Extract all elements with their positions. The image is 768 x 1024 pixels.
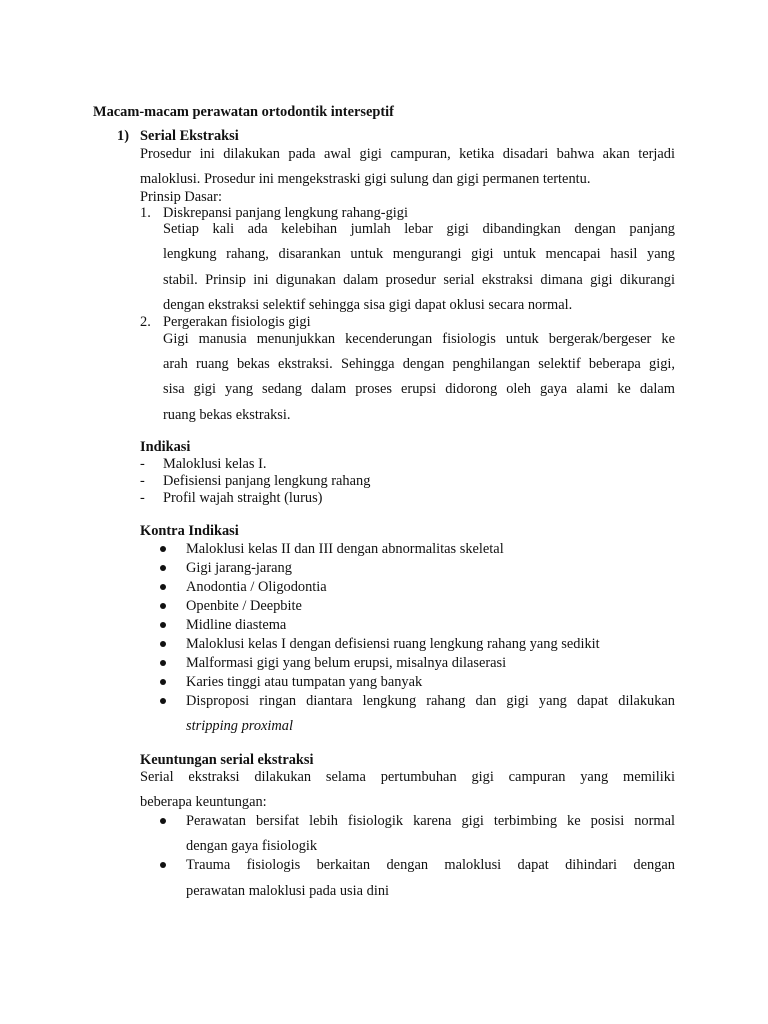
principle-text: ruang bekas ekstraksi. xyxy=(163,407,291,423)
keuntungan-intro: Serial ekstraksi dilakukan selama pertumbuhan gigi campuran yang memiliki xyxy=(140,769,675,785)
bullet-icon xyxy=(160,584,166,590)
indikasi-item: Maloklusi kelas I. xyxy=(163,456,267,472)
bullet-icon xyxy=(160,603,166,609)
principle-text: stabil. Prinsip ini digunakan dalam prosedur serial ekstraksi dimana gigi dikurangi xyxy=(163,272,675,288)
bullet-icon xyxy=(160,818,166,824)
keuntungan-item: Perawatan bersifat lebih fisiologik karena gigi terbimbing ke posisi normal xyxy=(186,813,675,829)
indikasi-item: Defisiensi panjang lengkung rahang xyxy=(163,473,371,489)
principle-text: Gigi manusia menunjukkan kecenderungan fisiologis untuk bergerak/bergeser ke xyxy=(163,331,675,347)
kontra-item: Karies tinggi atau tumpatan yang banyak xyxy=(186,674,423,690)
kontra-heading: Kontra Indikasi xyxy=(140,523,239,539)
kontra-item: Openbite / Deepbite xyxy=(186,598,302,614)
principle-number: 2. xyxy=(140,314,151,330)
kontra-item: Midline diastema xyxy=(186,617,287,633)
page-title: Macam-macam perawatan ortodontik interseptif xyxy=(93,104,394,120)
indikasi-heading: Indikasi xyxy=(140,439,191,455)
section-heading: Serial Ekstraksi xyxy=(140,128,239,144)
keuntungan-intro: beberapa keuntungan: xyxy=(140,794,267,810)
dash-marker: - xyxy=(140,490,145,506)
principle-number: 1. xyxy=(140,205,151,221)
principle-text: Setiap kali ada kelebihan jumlah lebar gigi dibandingkan dengan panjang xyxy=(163,221,675,237)
principle-text: sisa gigi yang sedang dalam proses erupsi didorong oleh gaya alami ke dalam xyxy=(163,381,675,397)
bullet-icon xyxy=(160,660,166,666)
bullet-icon xyxy=(160,679,166,685)
bullet-icon xyxy=(160,565,166,571)
principle-text: arah ruang bekas ekstraksi. Sehingga dengan penghilangan selektif beberapa gigi, xyxy=(163,356,675,372)
kontra-item: Disproposi ringan diantara lengkung rahang dan gigi yang dapat dilakukan xyxy=(186,693,675,709)
bullet-icon xyxy=(160,641,166,647)
dash-marker: - xyxy=(140,473,145,489)
intro-line: Prosedur ini dilakukan pada awal gigi campuran, ketika disadari bahwa akan terjadi xyxy=(140,146,675,162)
principle-title: Pergerakan fisiologis gigi xyxy=(163,314,311,330)
principle-text: lengkung rahang, disarankan untuk mengurangi gigi untuk mencapai hasil yang xyxy=(163,246,675,262)
principles-label: Prinsip Dasar: xyxy=(140,189,222,205)
bullet-icon xyxy=(160,862,166,868)
bullet-icon xyxy=(160,546,166,552)
kontra-item: Gigi jarang-jarang xyxy=(186,560,292,576)
bullet-icon xyxy=(160,698,166,704)
section-number: 1) xyxy=(117,128,129,144)
intro-line: maloklusi. Prosedur ini mengekstraski gigi sulung dan gigi permanen tertentu. xyxy=(140,171,591,187)
principle-title: Diskrepansi panjang lengkung rahang-gigi xyxy=(163,205,408,221)
kontra-item: Malformasi gigi yang belum erupsi, misalnya dilaserasi xyxy=(186,655,507,671)
dash-marker: - xyxy=(140,456,145,472)
bullet-icon xyxy=(160,622,166,628)
kontra-item: Maloklusi kelas II dan III dengan abnormalitas skeletal xyxy=(186,541,504,557)
keuntungan-item: Trauma fisiologis berkaitan dengan maloklusi dapat dihindari dengan xyxy=(186,857,675,873)
keuntungan-heading: Keuntungan serial ekstraksi xyxy=(140,752,314,768)
kontra-item-italic: stripping proximal xyxy=(186,718,294,734)
kontra-item: Maloklusi kelas I dengan defisiensi ruang lengkung rahang yang sedikit xyxy=(186,636,600,652)
principle-text: dengan ekstraksi selektif sehingga sisa gigi dapat oklusi secara normal. xyxy=(163,297,573,313)
keuntungan-item: perawatan maloklusi pada usia dini xyxy=(186,883,390,899)
keuntungan-item: dengan gaya fisiologik xyxy=(186,838,318,854)
kontra-item: Anodontia / Oligodontia xyxy=(186,579,327,595)
indikasi-item: Profil wajah straight (lurus) xyxy=(163,490,323,506)
